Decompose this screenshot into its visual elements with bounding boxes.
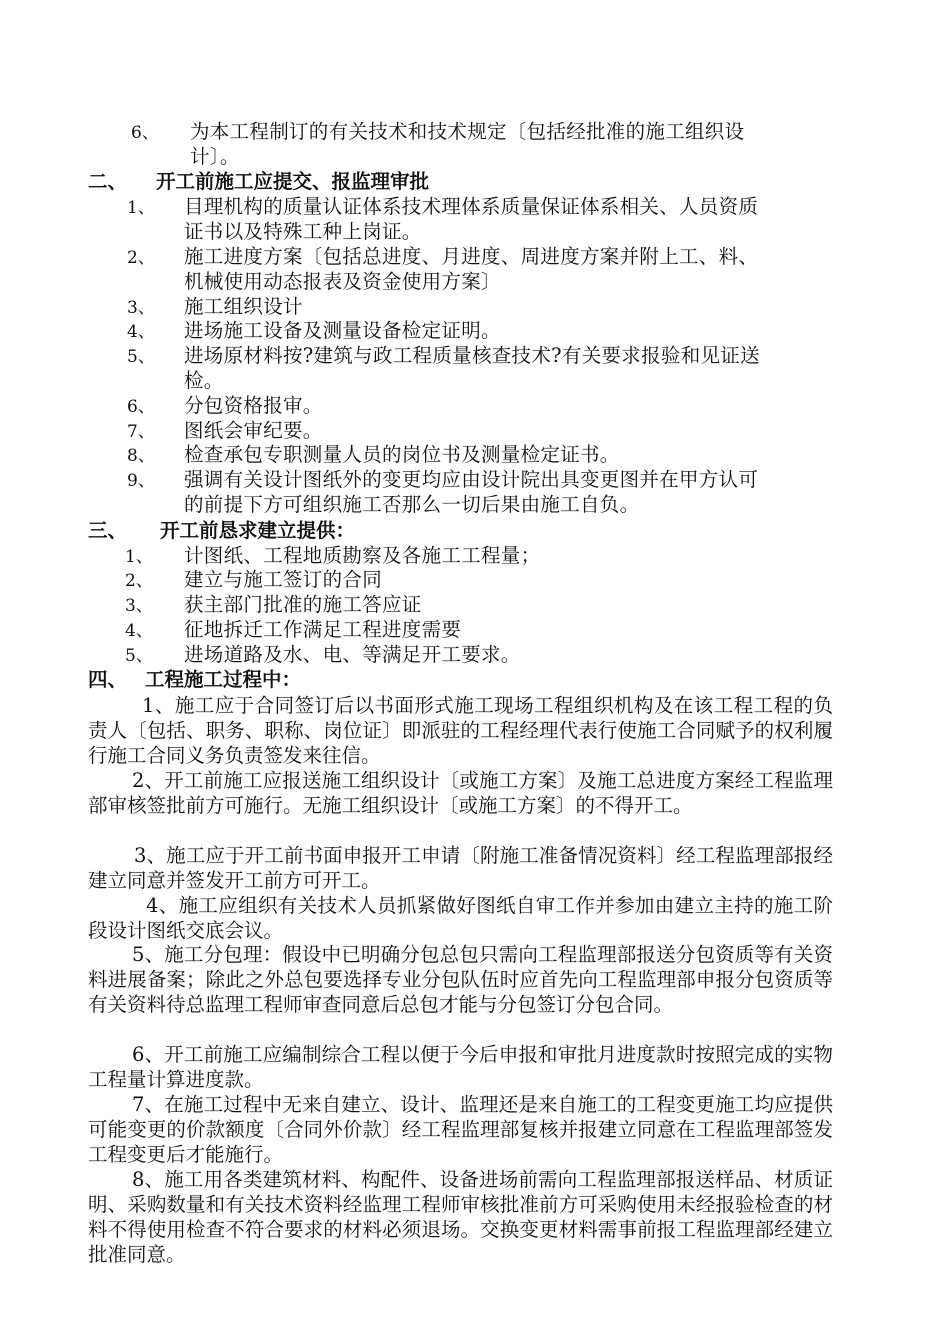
item-text: 的前提下方可组织施工否那么一切后果由施工自负。 [184,493,640,516]
item-text: 计图纸、工程地质勘察及各施工工程量； [184,544,541,567]
paragraph: 6、开工前施工应编制综合工程以便于今后申报和审批月进度款时按照完成的实物工程量计算进度款。 [88,1043,833,1091]
item-number: 6、 [131,123,159,143]
item-number: 7、 [127,422,155,442]
item-number: 9、 [127,471,155,491]
section-number: 三、 [88,519,128,542]
item-text: 为本工程制订的有关技术和技术规定〔包括经批准的施工组织设 [190,120,745,143]
item-text: 证书以及特殊工种上岗证。 [184,220,422,243]
section-title: 开工前恳求建立提供： [160,519,356,542]
item-number: 3、 [127,298,155,318]
item-number: 5、 [127,347,155,367]
item-number: 2、 [125,571,153,591]
item-number: 4、 [125,621,153,641]
item-text: 机械使用动态报表及资金使用方案〕 [184,270,501,293]
item-text: 施工组织设计 [184,295,303,318]
item-text: 检。 [184,369,224,392]
item-text: 建立与施工签订的合同 [184,568,383,591]
section-title: 工程施工过程中： [145,668,302,691]
item-text: 征地拆迁工作满足工程进度需要 [184,618,462,641]
item-number: 4、 [127,322,155,342]
paragraph: 3、施工应于开工前书面申报开工申请〔附施工准备情况资料〕经工程监理部报经建立同意并签发开工前方可开工。 [88,844,833,892]
item-text: 进场原材料按?建筑与政工程质量核查技术?有关要求报验和见证送 [184,344,760,367]
item-text: 施工进度方案〔包括总进度、月进度、周进度方案并附上工、料、 [184,245,759,268]
item-text: 进场道路及水、电、等满足开工要求。 [184,643,521,666]
item-text: 分包资格报审。 [184,394,323,417]
paragraph: 7、在施工过程中无来自建立、设计、监理还是来自施工的工程变更施工均应提供可能变更的价款额度〔合同外价款〕经工程监理部复核并报建立同意在工程监理部签发工程变更后才能施行。 [88,1093,833,1166]
item-text: 目理机构的质量认证体系技术理体系质量保证体系相关、人员资质 [184,195,759,218]
item-text: 计〕。 [190,145,240,168]
item-number: 5、 [125,646,153,666]
paragraph: 4、施工应组织有关技术人员抓紧做好图纸自审工作并参加由建立主持的施工阶段设计图纸交底会议。 [88,894,833,942]
item-text: 进场施工设备及测量设备检定证明。 [184,319,501,342]
paragraph: 5、施工分包理：假设中已明确分包总包只需向工程监理部报送分包资质等有关资料进展备案；除此之外总包要选择专业分包队伍时应首先向工程监理部申报分包资质等有关资料待总监理工程师审查同意后总包才能与分包签订分包合同。 [88,943,833,1016]
item-number: 1、 [127,198,155,218]
item-number: 8、 [127,446,155,466]
item-text: 获主部门批准的施工答应证 [184,593,422,616]
item-text: 图纸会审纪要。 [184,419,323,442]
section-number: 二、 [88,170,128,193]
item-number: 1、 [125,547,153,567]
item-text: 检查承包专职测量人员的岗位书及测量检定证书。 [184,443,620,466]
section-number: 四、 [88,668,128,691]
item-number: 3、 [125,596,153,616]
section-title: 开工前施工应提交、报监理审批 [156,170,430,193]
item-text: 强调有关设计图纸外的变更均应由设计院出具变更图并在甲方认可 [184,468,759,491]
paragraph: 8、施工用各类建筑材料、构配件、设备进场前需向工程监理部报送样品、材质证明、采购数量和有关技术资料经监理工程师审核批准前方可采购使用未经报验检查的材料不得使用检查不符合要求的材料必须退场。交换变更材料需事前报工程监理部经建立批准同意。 [88,1168,833,1266]
item-number: 2、 [127,248,155,268]
paragraph: 2、开工前施工应报送施工组织设计〔或施工方案〕及施工总进度方案经工程监理部审核签批前方可施行。无施工组织设计〔或施工方案〕的不得开工。 [88,769,833,817]
paragraph: 1、施工应于合同签订后以书面形式施工现场工程组织机构及在该工程工程的负责人〔包括、职务、职称、岗位证〕即派驻的工程经理代表行使施工合同赋予的权利履行施工合同义务负责签发来往信。 [88,694,833,767]
item-number: 6、 [127,397,155,417]
